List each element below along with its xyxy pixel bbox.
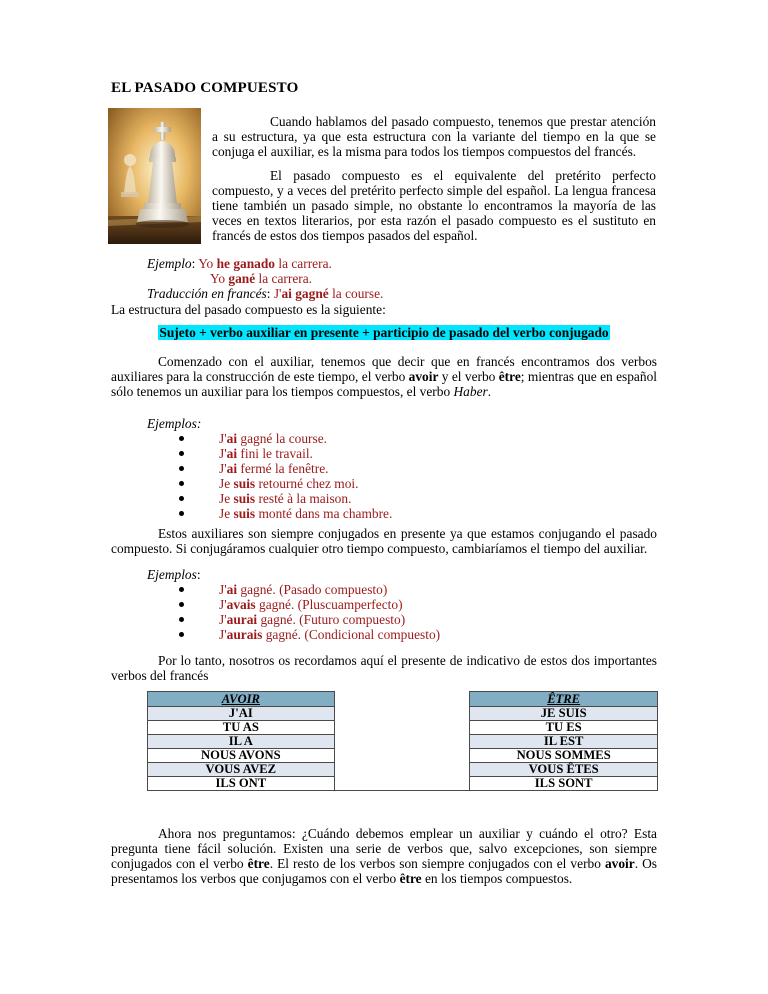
table-cell-etre: NOUS SOMMES bbox=[470, 749, 658, 763]
example-verb: gané bbox=[228, 271, 256, 286]
example-text: J' bbox=[219, 461, 227, 476]
table-row bbox=[148, 777, 658, 791]
example-text: la carrera. bbox=[255, 271, 313, 286]
table-cell-etre: ILS SONT bbox=[470, 777, 658, 791]
conjugated-paragraph bbox=[111, 526, 657, 556]
list-item bbox=[177, 597, 440, 612]
table-cell-avoir: J'AI bbox=[148, 707, 335, 721]
auxiliaries-paragraph bbox=[111, 354, 657, 399]
bullet-icon bbox=[179, 511, 184, 516]
intro-paragraph-1 bbox=[212, 114, 656, 159]
bullet-icon bbox=[179, 481, 184, 486]
intro-text-2: El pasado compuesto es el equivalente del pretérito perfecto compuesto, y a veces del pretérito perfecto simple del español. La lengua francesa tiene también un pasado simple, no obstante lo encontramos la mayoría de las veces en textos literarios, por esta razón el pasado compuesto es el sustituto en francés de estos dos tiempos pasados del español. bbox=[212, 168, 656, 243]
table-cell-avoir: TU AS bbox=[148, 721, 335, 735]
table-header-etre: ÊTRE bbox=[470, 692, 658, 707]
para-text: Ahora nos preguntamos: ¿Cuándo debemos emplear un auxiliar y cuándo el otro? Esta pregunta tiene fácil solución. Existen una serie de verbos que, salvo excepciones, son siempre conjugados con el verbo bbox=[111, 826, 657, 871]
example-line-1 bbox=[147, 256, 383, 271]
list-item bbox=[177, 461, 392, 476]
example-text: resté à la maison. bbox=[255, 491, 352, 506]
example-text: gagné. (Pasado compuesto) bbox=[237, 582, 388, 597]
example-aux: suis bbox=[233, 476, 256, 491]
examples-label-sep: : bbox=[196, 567, 201, 582]
table-spacer bbox=[334, 707, 470, 721]
table-cell-avoir: NOUS AVONS bbox=[148, 749, 335, 763]
examples-list-2 bbox=[177, 582, 440, 642]
para-text: . bbox=[487, 384, 492, 399]
example-sep: : bbox=[266, 286, 274, 301]
list-item bbox=[177, 506, 392, 521]
chess-king-icon bbox=[108, 108, 201, 244]
example-aux: ai bbox=[226, 446, 238, 461]
example-text: Yo bbox=[210, 271, 229, 286]
list-item bbox=[177, 446, 392, 461]
list-item bbox=[177, 476, 392, 491]
example-text: J' bbox=[219, 597, 227, 612]
example-aux: avais bbox=[226, 597, 256, 612]
examples-label-text: Ejemplos bbox=[147, 567, 197, 582]
bullet-icon bbox=[179, 466, 184, 471]
bullet-icon bbox=[179, 602, 184, 607]
table-cell-avoir: ILS ONT bbox=[148, 777, 335, 791]
table-spacer bbox=[334, 763, 470, 777]
para-text: en los tiempos compuestos. bbox=[421, 871, 573, 886]
page-title: EL PASADO COMPUESTO bbox=[111, 80, 299, 96]
list-item bbox=[177, 582, 440, 597]
example-text: Yo bbox=[198, 256, 217, 271]
example-line-2 bbox=[147, 271, 383, 286]
bullet-icon bbox=[179, 496, 184, 501]
para-text: . Os presentamos los verbos que conjugamos con el verbo bbox=[111, 856, 657, 886]
structure-formula-wrap bbox=[0, 325, 768, 340]
list-item bbox=[177, 431, 392, 446]
table-row bbox=[148, 763, 658, 777]
structure-intro: La estructura del pasado compuesto es la siguiente: bbox=[111, 302, 386, 317]
example-aux: suis bbox=[233, 491, 256, 506]
table-cell-etre: VOUS ÊTES bbox=[470, 763, 658, 777]
example-aux: aurai bbox=[226, 612, 258, 627]
example-text: gagné. (Pluscuamperfecto) bbox=[255, 597, 403, 612]
example-text: J' bbox=[219, 582, 227, 597]
verb-etre: être bbox=[498, 369, 521, 384]
example-text: Je bbox=[219, 491, 234, 506]
para-text: y el verbo bbox=[438, 369, 499, 384]
example-text: retourné chez moi. bbox=[255, 476, 359, 491]
table-header-avoir: AVOIR bbox=[148, 692, 335, 707]
example-text: gagné la course. bbox=[237, 431, 328, 446]
bullet-icon bbox=[179, 632, 184, 637]
example-label: Ejemplo bbox=[147, 256, 192, 271]
example-text: la carrera. bbox=[275, 256, 332, 271]
example-text: fini le travail. bbox=[237, 446, 313, 461]
table-row bbox=[148, 721, 658, 735]
example-text: J' bbox=[219, 446, 227, 461]
table-spacer bbox=[334, 777, 470, 791]
example-text: Je bbox=[219, 506, 234, 521]
example-text: Je bbox=[219, 476, 234, 491]
examples-label: Ejemplos: bbox=[147, 416, 202, 431]
translation-label: Traducción en francés bbox=[147, 286, 267, 301]
table-spacer bbox=[334, 749, 470, 763]
example-verb: he ganado bbox=[216, 256, 275, 271]
table-spacer bbox=[334, 721, 470, 735]
list-item bbox=[177, 612, 440, 627]
para-text: Estos auxiliares son siempre conjugados en presente ya que estamos conjugando el pasado compuesto. Si conjugáramos cualquier otro tiempo compuesto, cambiaríamos el tiempo del auxiliar. bbox=[111, 526, 657, 556]
example-sep: : bbox=[191, 256, 199, 271]
verb-etre: être bbox=[399, 871, 422, 886]
intro-paragraph-2 bbox=[212, 168, 656, 243]
example-aux: suis bbox=[233, 506, 256, 521]
example-verb: ai gagné bbox=[281, 286, 329, 301]
para-text: ; mientras que en español sólo tenemos un auxiliar para los tiempos compuestos, el verbo bbox=[111, 369, 657, 399]
example-text: la course. bbox=[328, 286, 384, 301]
verb-haber: Haber bbox=[453, 384, 488, 399]
para-text: Por lo tanto, nosotros os recordamos aquí el presente de indicativo de estos dos importantes verbos del francés bbox=[111, 653, 657, 683]
table-cell-avoir: IL A bbox=[148, 735, 335, 749]
example-text: J' bbox=[273, 286, 282, 301]
example-aux: aurais bbox=[226, 627, 263, 642]
table-cell-avoir: VOUS AVEZ bbox=[148, 763, 335, 777]
table-row bbox=[148, 707, 658, 721]
example-block bbox=[147, 256, 383, 301]
bullet-icon bbox=[179, 436, 184, 441]
example-aux: ai bbox=[226, 582, 238, 597]
bullet-icon bbox=[179, 587, 184, 592]
table-row bbox=[148, 749, 658, 763]
example-text: J' bbox=[219, 612, 227, 627]
bullet-icon bbox=[179, 451, 184, 456]
example-text: J' bbox=[219, 431, 227, 446]
example-text: J' bbox=[219, 627, 227, 642]
example-text: fermé la fenêtre. bbox=[237, 461, 329, 476]
conjugation-table bbox=[147, 691, 658, 791]
examples-list bbox=[177, 431, 392, 521]
table-spacer bbox=[334, 692, 470, 707]
table-spacer bbox=[334, 735, 470, 749]
verb-avoir: avoir bbox=[604, 856, 635, 871]
table-cell-etre: JE SUIS bbox=[470, 707, 658, 721]
table-cell-etre: TU ES bbox=[470, 721, 658, 735]
example-text: gagné. (Futuro compuesto) bbox=[257, 612, 406, 627]
bullet-icon bbox=[179, 617, 184, 622]
table-header-row bbox=[148, 692, 658, 707]
list-item bbox=[177, 627, 440, 642]
example-text: monté dans ma chambre. bbox=[255, 506, 393, 521]
table-cell-etre: IL EST bbox=[470, 735, 658, 749]
final-paragraph bbox=[111, 826, 657, 886]
example-line-3 bbox=[147, 286, 383, 301]
example-aux: ai bbox=[226, 431, 238, 446]
para-text: Comenzado con el auxiliar, tenemos que decir que en francés encontramos dos verbos auxiliares para la construcción de este tiempo, el verbo bbox=[111, 354, 657, 384]
intro-text-1: Cuando hablamos del pasado compuesto, tenemos que prestar atención a su estructura, ya que esta estructura con la variante del tiempo en la que se conjuga el auxiliar, es la misma para todos los tiempos compuestos del francés. bbox=[212, 114, 656, 159]
verb-avoir: avoir bbox=[408, 369, 439, 384]
table-row bbox=[148, 735, 658, 749]
recall-paragraph bbox=[111, 653, 657, 683]
list-item bbox=[177, 491, 392, 506]
example-aux: ai bbox=[226, 461, 238, 476]
example-text: gagné. (Condicional compuesto) bbox=[262, 627, 441, 642]
para-text: . El resto de los verbos son siempre conjugados con el verbo bbox=[269, 856, 605, 871]
verb-etre: être bbox=[247, 856, 270, 871]
examples-label-2 bbox=[147, 567, 201, 582]
structure-formula: Sujeto + verbo auxiliar en presente + participio de pasado del verbo conjugado bbox=[159, 325, 609, 340]
